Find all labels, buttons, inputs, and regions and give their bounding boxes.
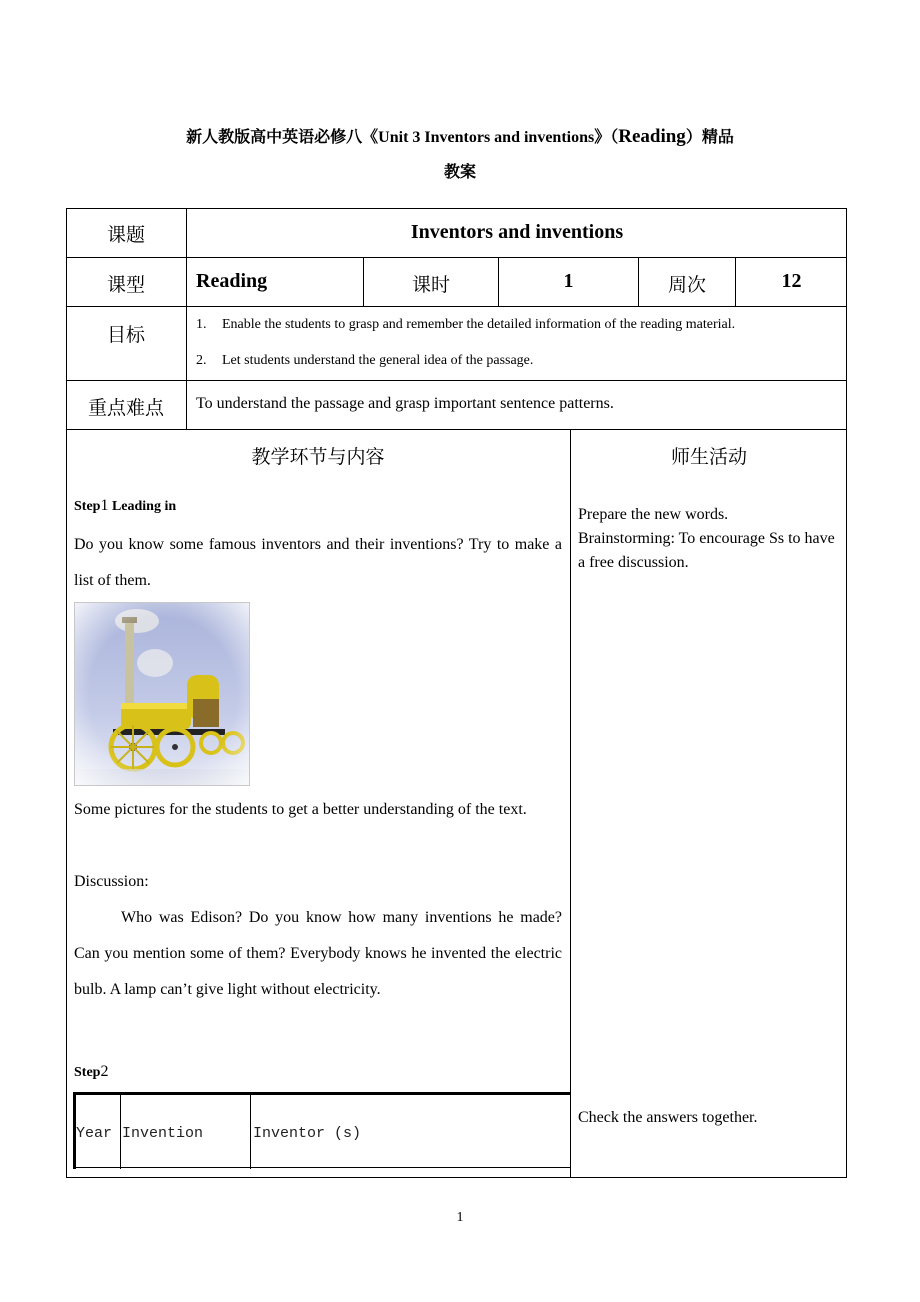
table-col-rule xyxy=(250,1092,251,1169)
topic-label: 课题 xyxy=(106,224,145,246)
discussion-label: Discussion: xyxy=(74,873,149,890)
row-divider xyxy=(66,306,847,307)
week-value: 12 xyxy=(781,270,802,292)
table-header-invention: Invention xyxy=(122,1125,204,1142)
type-value: Reading xyxy=(196,270,268,292)
table-header-year: Year xyxy=(76,1125,113,1142)
step1-title: Step1 Leading in xyxy=(74,497,177,514)
type-label: 课型 xyxy=(106,274,145,296)
activity-brainstorm: Brainstorming: To encourage Ss to have a free discussion. xyxy=(578,530,835,571)
row-divider xyxy=(66,429,847,430)
document-title xyxy=(70,127,850,148)
title-unit: Unit 3 Inventors and inventions xyxy=(378,129,595,146)
row-divider xyxy=(66,380,847,381)
table-top-rule xyxy=(73,1092,571,1095)
locomotive-icon xyxy=(75,603,250,786)
pictures-paragraph: Some pictures for the students to get a better understanding of the text. xyxy=(74,801,527,818)
table-col-rule xyxy=(120,1092,121,1169)
table-bottom-rule xyxy=(73,1167,571,1168)
teaching-content-header: 教学环节与内容 xyxy=(251,446,385,468)
key-points-label: 重点难点 xyxy=(87,397,164,419)
goal-label: 目标 xyxy=(106,324,145,346)
title-reading: Reading xyxy=(618,126,686,147)
row-divider xyxy=(66,257,847,258)
goal-item: 2. Let students understand the general idea of the passage. xyxy=(196,353,534,368)
table-header-inventor: Inventor (s) xyxy=(253,1125,362,1142)
discussion-paragraph: Who was Edison? Do you know how many inventions he made? Can you mention some of them? Everybody knows he invented the electric bulb. A lamp can’t give light without electricity. xyxy=(74,909,562,998)
title-suffix: ）精品 xyxy=(685,127,734,146)
week-label: 周次 xyxy=(667,274,706,296)
title-mid: 》（ xyxy=(594,127,619,146)
topic-value: Inventors and inventions xyxy=(410,221,624,243)
document-subtitle: 教案 xyxy=(443,162,476,181)
goal-item: 1. Enable the students to grasp and remember the detailed information of the reading material. xyxy=(196,317,736,332)
page-number: 1 xyxy=(456,1210,464,1225)
key-points-value: To understand the passage and grasp important sentence patterns. xyxy=(196,395,614,412)
locomotive-image xyxy=(74,602,250,786)
activity-check: Check the answers together. xyxy=(578,1109,758,1126)
period-label: 课时 xyxy=(411,274,450,296)
step1-paragraph: Do you know some famous inventors and their inventions? Try to make a list of them. xyxy=(74,536,562,589)
step2-title: Step2 xyxy=(74,1063,109,1080)
title-prefix: 新人教版高中英语必修八《 xyxy=(186,127,379,146)
activities-header: 师生活动 xyxy=(670,446,747,468)
activity-prepare: Prepare the new words. xyxy=(578,506,729,523)
col-divider xyxy=(570,429,571,1178)
period-value: 1 xyxy=(563,270,574,292)
inventions-table xyxy=(73,1092,571,1169)
